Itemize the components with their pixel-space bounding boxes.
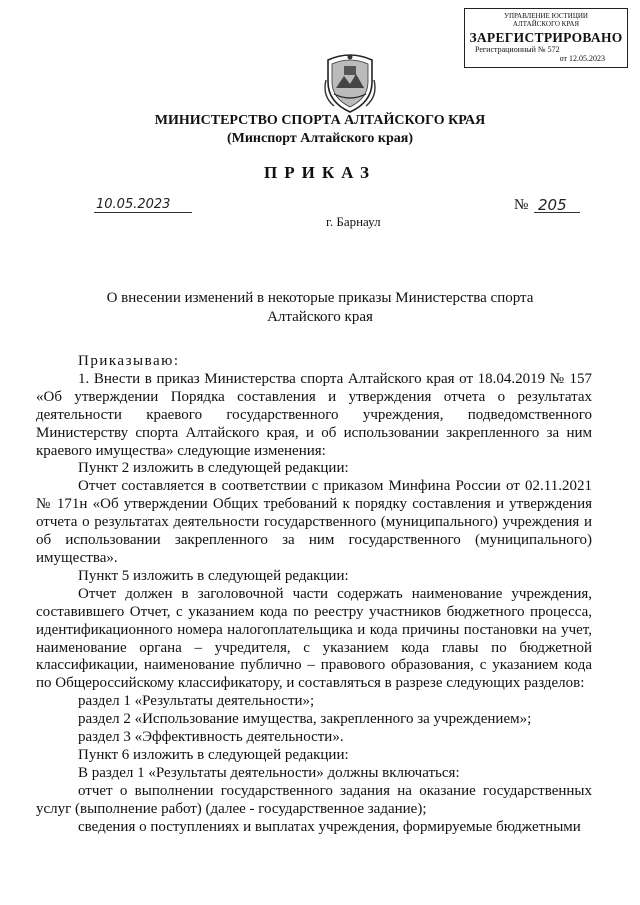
city: г. Барнаул <box>326 214 381 229</box>
number-label: № <box>514 197 529 213</box>
body-paragraph: Отчет составляется в соответствии с приказом Минфина России от 02.11.2021 № 171н «Об утверждении Общих требований к порядку составления и утверждения отчета о результатах деятельности государственного (муниципального) учреждения и об использовании закрепленного за ним государственного (муниципального) имущества». <box>36 478 592 566</box>
body-paragraph: Пункт 2 изложить в следующей редакции: <box>78 460 349 477</box>
body-paragraph: Приказываю: <box>78 353 180 369</box>
body-paragraph: 1. Внести в приказ Министерства спорта Алтайского края от 18.04.2019 № 157 «Об утверждении Порядка составления и утверждения отчета о результатах деятельности краевого государственного учреждения, подведомственного Министерству спорта Алтайского края, и об использовании закрепленного за ним краевого имущества» следующие изменения: <box>36 370 592 459</box>
body-paragraph: раздел 1 «Результаты деятельности»; <box>78 693 315 710</box>
order-subject: О внесении изменений в некоторые приказы Министерства спорта Алтайского края <box>106 290 534 325</box>
stamp-status: ЗАРЕГИСТРИРОВАНО <box>469 30 623 45</box>
body-paragraph: В раздел 1 «Результаты деятельности» должны включаться: <box>78 764 460 781</box>
number-underline <box>534 212 580 213</box>
order-date: 10.05.2023 <box>96 197 171 212</box>
body-paragraph: сведения о поступлениях и выплатах учреждения, формируемые бюджетными <box>78 818 581 835</box>
body-paragraph: отчет о выполнении государственного задания на оказание государственных услуг (выполнение работ) (далее - государственное задание); <box>36 782 592 817</box>
order-number: 205 <box>538 196 567 214</box>
order-body <box>36 353 592 836</box>
document-type-title: ПРИКАЗ <box>264 163 376 182</box>
coat-of-arms-emblem <box>320 52 380 114</box>
stamp-authority-line1: УПРАВЛЕНИЕ ЮСТИЦИИ <box>504 12 588 20</box>
date-underline <box>94 212 192 213</box>
body-paragraph: Пункт 5 изложить в следующей редакции: <box>78 567 349 584</box>
stamp-reg-number: Регистрационный № 572 <box>475 45 560 54</box>
body-paragraph: Отчет должен в заголовочной части содержать наименование учреждения, составившего Отчет, с указанием кода по реестру участников бюджетного процесса, идентификационного номера налогоплательщика и кода причины постановки на учет, наименование органа – учредителя, с указанием кода главы по бюджетной классификации, наименование публично – правового образования, с указанием кода по Общероссийскому классификатору, и составляться в разрезе следующих разделов: <box>36 585 592 692</box>
ministry-name: МИНИСТЕРСТВО СПОРТА АЛТАЙСКОГО КРАЯ <box>154 113 486 128</box>
ministry-short-name: (Минспорт Алтайского края) <box>226 131 414 146</box>
registration-stamp <box>464 8 628 68</box>
body-paragraph: Пункт 6 изложить в следующей редакции: <box>78 746 349 763</box>
stamp-reg-date: от 12.05.2023 <box>559 54 605 63</box>
stamp-authority-line2: АЛТАЙСКОГО КРАЯ <box>512 20 580 28</box>
body-paragraph: раздел 2 «Использование имущества, закрепленного за учреждением»; <box>78 711 532 728</box>
body-paragraph: раздел 3 «Эффективность деятельности». <box>78 729 344 746</box>
